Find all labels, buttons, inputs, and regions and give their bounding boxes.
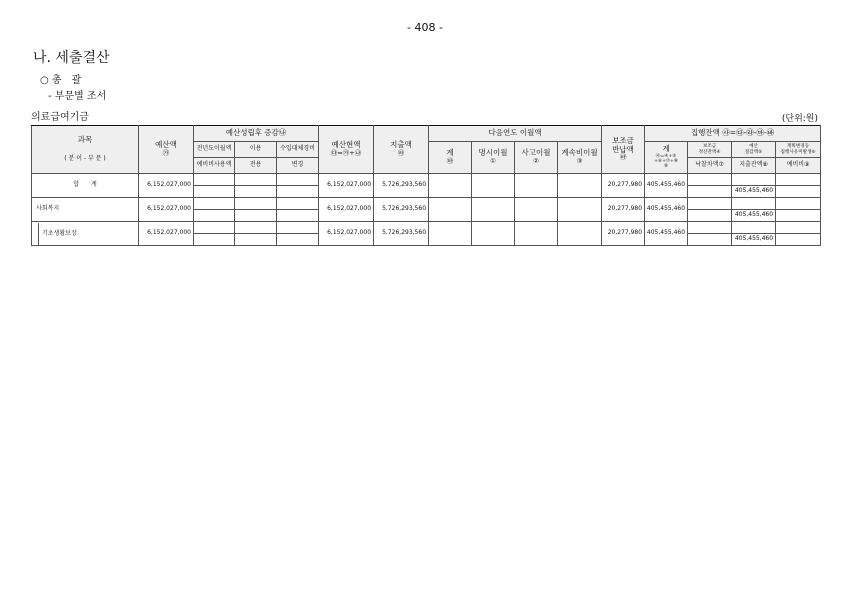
row-group-social-welfare: [32, 198, 821, 222]
cell-current-budget: 6,152,027,000: [319, 174, 374, 198]
header-eb-total-sym3: ⑨: [664, 164, 669, 170]
cell-budget: 6,152,027,000: [139, 174, 194, 198]
cell-empty: [776, 198, 821, 210]
header-current-budget: [319, 126, 374, 174]
row-name-text: 기초생활보장: [38, 223, 77, 245]
header-eb-exp-balance: 지출잔액⑧: [732, 158, 776, 174]
cell-expenditure: 5,726,293,560: [374, 198, 429, 222]
cell-empty: [277, 210, 319, 222]
cell-empty: [558, 222, 602, 246]
header-eb-total-sym1: ㉴=④+⑤: [655, 153, 677, 159]
cell-empty: [732, 174, 776, 186]
row-name: [32, 222, 139, 246]
cell-empty: [277, 198, 319, 210]
cell-empty: [558, 198, 602, 222]
cell-empty: [429, 198, 472, 222]
cell-empty: [472, 198, 515, 222]
table-row: [32, 222, 821, 234]
cell-budget: 6,152,027,000: [139, 222, 194, 246]
table-row: [32, 174, 821, 186]
header-eb-contract-saving-label-2: 집행사유미발생⑥: [780, 149, 816, 155]
cell-expenditure: 5,726,293,560: [374, 174, 429, 198]
header-subject: [32, 126, 139, 174]
header-eb-subsidy-label: 보조금: [702, 144, 717, 150]
cell-current-budget: 6,152,027,000: [319, 198, 374, 222]
cell-subsidy-return: 20,277,980: [602, 222, 645, 246]
cell-empty: [472, 174, 515, 198]
cell-exp-balance: 405,455,460: [732, 234, 776, 246]
cell-empty: [235, 174, 277, 186]
row-group-total: [32, 174, 821, 198]
header-eb-budget-saving-label-2: 절감액⑤: [744, 149, 763, 155]
header-budget-sym: ㉮: [162, 149, 170, 158]
cell-empty: [688, 198, 732, 210]
cell-empty: [429, 222, 472, 246]
header-cn-total-label: 계: [446, 148, 454, 158]
cell-empty: [688, 186, 732, 198]
cell-empty: [194, 210, 235, 222]
cell-empty: [776, 234, 821, 246]
header-eb-bid-saving: 낙찰차액⑦: [688, 158, 732, 174]
cell-subsidy-return: 20,277,980: [602, 198, 645, 222]
row-name: 사회복지: [32, 198, 139, 222]
header-cn-continued-label: 계속비이월: [561, 148, 598, 158]
cell-empty: [688, 174, 732, 186]
header-cn-total: [429, 142, 472, 174]
settlement-table: [31, 125, 821, 246]
cell-exec-total: 405,455,460: [645, 174, 688, 198]
header-carry-next-group: 다음연도 이월액: [429, 126, 602, 142]
header-transfer: 이용: [235, 142, 277, 158]
header-subject-label: 과목: [77, 134, 93, 144]
header-cn-explicit-sym: ①: [490, 157, 496, 166]
header-eb-budget-saving-label: 예산: [749, 144, 758, 150]
header-budget: [139, 126, 194, 174]
header-cn-continued: [558, 142, 602, 174]
header-cn-total-sym: ㉲: [446, 157, 454, 166]
cell-exec-total: 405,455,460: [645, 222, 688, 246]
header-eb-contract-saving: [776, 142, 821, 158]
cell-empty: [194, 222, 235, 234]
cell-empty: [235, 198, 277, 210]
cell-empty: [194, 174, 235, 186]
header-cn-continued-sym: ③: [576, 157, 583, 166]
cell-current-budget: 6,152,027,000: [319, 222, 374, 246]
cell-empty: [194, 198, 235, 210]
cell-budget: 6,152,027,000: [139, 198, 194, 222]
header-subsidy-return-sym: ㉳: [619, 153, 627, 162]
header-expenditure-sym: ㉱: [397, 149, 405, 158]
cell-subsidy-return: 20,277,980: [602, 174, 645, 198]
header-cn-accident-label: 사고이월: [521, 148, 551, 158]
cell-empty: [194, 234, 235, 246]
cell-empty: [688, 222, 732, 234]
cell-empty: [194, 186, 235, 198]
cell-empty: [515, 198, 558, 222]
cell-empty: [776, 186, 821, 198]
page-number: - 408 -: [407, 21, 443, 34]
cell-empty: [277, 234, 319, 246]
header-eb-budget-saving: [732, 142, 776, 158]
cell-empty: [277, 222, 319, 234]
cell-empty: [277, 186, 319, 198]
subtitle-sector-statement: - 부문별 조서: [48, 91, 107, 102]
header-cn-explicit-label: 명시이월: [478, 148, 508, 158]
header-adjust-group: 예산성립후 증감㉯: [194, 126, 319, 142]
cell-exp-balance: 405,455,460: [732, 210, 776, 222]
cell-empty: [235, 234, 277, 246]
header-eb-subsidy-label-2: 정산잔액④: [698, 149, 721, 155]
cell-empty: [732, 222, 776, 234]
subtitle-summary: ○ 총 괄: [40, 75, 82, 86]
unit-label: (단위:원): [781, 114, 818, 124]
row-group-basic-livelihood: [32, 222, 821, 246]
header-diversion: 전용: [235, 158, 277, 174]
header-eb-reserve: 예비비⑨: [776, 158, 821, 174]
header-cn-accident-sym: ②: [533, 157, 539, 166]
header-reserve-use: 예비비사용액: [194, 158, 235, 174]
cell-empty: [429, 174, 472, 198]
cell-empty: [558, 174, 602, 198]
cell-exp-balance: 405,455,460: [732, 186, 776, 198]
header-current-budget-label: 예산현액: [331, 140, 361, 150]
cell-empty: [776, 222, 821, 234]
header-carry-prev: 전년도이월액: [194, 142, 235, 158]
cell-expenditure: 5,726,293,560: [374, 222, 429, 246]
cell-empty: [732, 198, 776, 210]
row-name: 합 계: [32, 174, 139, 198]
table-header: [32, 126, 821, 174]
header-eb-total: [645, 142, 688, 174]
cell-empty: [776, 210, 821, 222]
header-income-sub: 수입대체경비: [277, 142, 319, 158]
cell-empty: [277, 174, 319, 186]
header-expenditure-label: 지출액: [390, 140, 412, 150]
header-budget-label: 예산액: [155, 140, 177, 150]
header-cn-accident: [515, 142, 558, 174]
cell-empty: [235, 222, 277, 234]
fund-name: 의료급여기금: [31, 112, 89, 123]
header-subject-sub: ( 분 이 - 부 문 ): [64, 155, 106, 163]
cell-empty: [235, 186, 277, 198]
header-eb-subsidy: [688, 142, 732, 158]
header-cn-explicit: [472, 142, 515, 174]
header-eb-total-sym2: +⑥+⑦+⑧: [654, 159, 679, 165]
header-subsidy-return: [602, 126, 645, 174]
section-title: 나. 세출결산: [33, 50, 110, 66]
header-change: 변경: [277, 158, 319, 174]
cell-exec-total: 405,455,460: [645, 198, 688, 222]
header-current-budget-sym: ㉰=㉮+㉯: [330, 149, 362, 158]
cell-empty: [515, 174, 558, 198]
header-eb-contract-saving-label: 계획변경등: [786, 144, 810, 150]
cell-empty: [515, 222, 558, 246]
header-subsidy-return-label: 보조금반납액: [612, 136, 634, 154]
cell-empty: [688, 234, 732, 246]
cell-empty: [472, 222, 515, 246]
table-row: [32, 198, 821, 210]
header-exec-balance-group: 집행잔액 ㉴=㉰-㉱-㉲-㉳: [645, 126, 821, 142]
cell-empty: [776, 174, 821, 186]
header-eb-total-label: 계: [662, 144, 670, 154]
header-expenditure: [374, 126, 429, 174]
cell-empty: [688, 210, 732, 222]
cell-empty: [235, 210, 277, 222]
